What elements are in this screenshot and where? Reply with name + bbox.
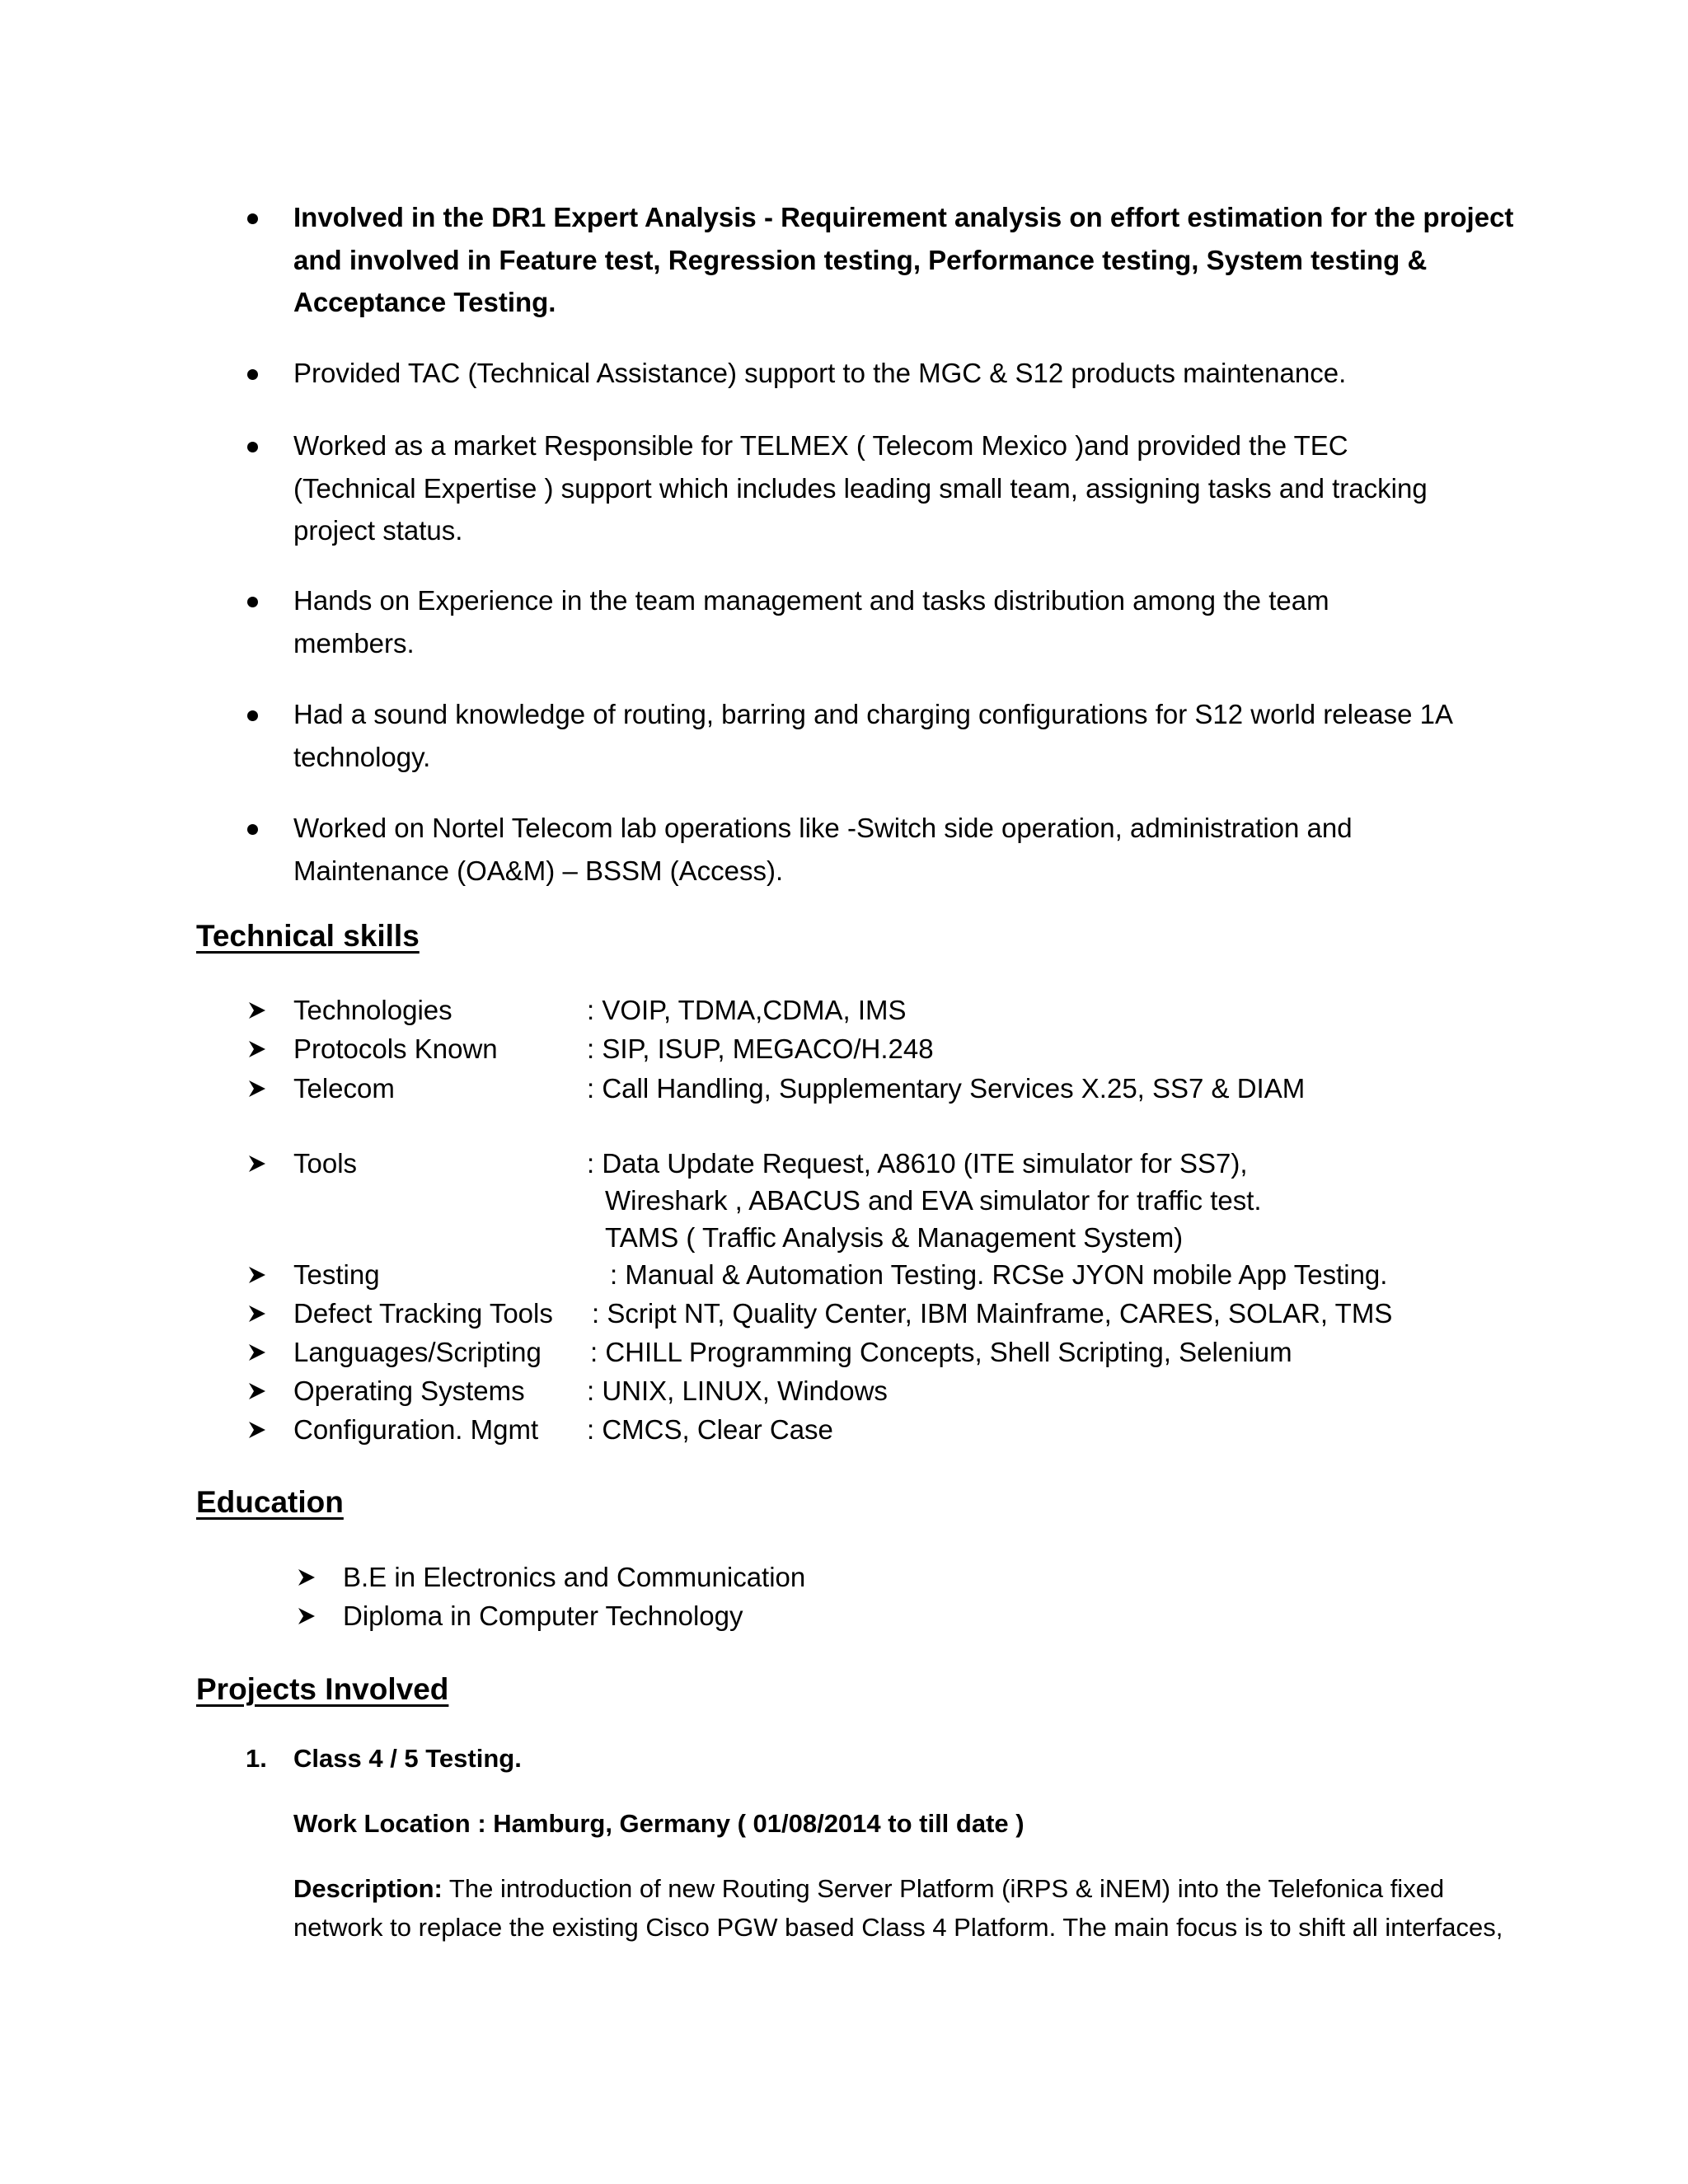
skill-value: : Script NT, Quality Center, IBM Mainframe, CARES, SOLAR, TMS: [592, 1298, 1393, 1329]
education-item: Diploma in Computer Technology: [343, 1601, 743, 1631]
skill-value: : CHILL Programming Concepts, Shell Scripting, Selenium: [590, 1337, 1292, 1367]
project-description-continued: network to replace the existing Cisco PGW based Class 4 Platform. The main focus is to shift all interfaces,: [293, 1913, 1503, 1942]
arrow-bullet-icon: [247, 1039, 267, 1059]
bullet-line: Hands on Experience in the team management and tasks distribution among the team: [293, 585, 1329, 616]
skill-label: Protocols Known: [293, 1033, 498, 1064]
bullet-line: members.: [293, 628, 415, 658]
skill-label: Defect Tracking Tools: [293, 1298, 553, 1329]
description-text: The introduction of new Routing Server Platform (iRPS & iNEM) into the Telefonica fixed: [442, 1874, 1445, 1903]
bullet-icon: [247, 442, 258, 452]
bullet-icon: [247, 710, 258, 721]
skill-value: : Data Update Request, A8610 (ITE simulator for SS7),: [587, 1148, 1248, 1179]
bullet-icon: [247, 597, 258, 607]
arrow-bullet-icon: [247, 1420, 267, 1440]
skill-value-continued: TAMS ( Traffic Analysis & Management System): [605, 1222, 1184, 1253]
bullet-line: and involved in Feature test, Regression testing, Performance testing, System testing &: [293, 245, 1428, 275]
skill-label: Testing: [293, 1259, 380, 1290]
bullet-line: Had a sound knowledge of routing, barring and charging configurations for S12 world release 1A: [293, 699, 1454, 729]
arrow-bullet-icon: [247, 1304, 267, 1324]
project-title: Class 4 / 5 Testing.: [293, 1744, 522, 1773]
skill-label: Languages/Scripting: [293, 1337, 542, 1367]
skill-value: : UNIX, LINUX, Windows: [587, 1376, 888, 1406]
skill-value: : VOIP, TDMA,CDMA, IMS: [587, 995, 907, 1025]
bullet-line: Involved in the DR1 Expert Analysis - Requirement analysis on effort estimation for the project: [293, 202, 1514, 232]
skill-label: Operating Systems: [293, 1376, 525, 1406]
arrow-bullet-icon: [297, 1568, 316, 1587]
arrow-bullet-icon: [247, 1381, 267, 1401]
arrow-bullet-icon: [247, 1265, 267, 1285]
skill-value: : CMCS, Clear Case: [587, 1414, 833, 1445]
bullet-line: Maintenance (OA&M) – BSSM (Access).: [293, 855, 784, 886]
bullet-icon: [247, 369, 258, 380]
skill-value-continued: Wireshark , ABACUS and EVA simulator for traffic test.: [605, 1185, 1262, 1216]
education-item: B.E in Electronics and Communication: [343, 1562, 806, 1592]
skill-value: : Manual & Automation Testing. RCSe JYON mobile App Testing.: [610, 1259, 1388, 1290]
project-description: [293, 1869, 1444, 1909]
arrow-bullet-icon: [247, 1154, 267, 1174]
skill-label: Telecom: [293, 1073, 395, 1104]
bullet-icon: [247, 824, 258, 835]
bullet-line: project status.: [293, 515, 463, 546]
arrow-bullet-icon: [247, 1079, 267, 1099]
bullet-line: Worked as a market Responsible for TELMEX ( Telecom Mexico )and provided the TEC: [293, 430, 1348, 461]
skill-value: : Call Handling, Supplementary Services X.25, SS7 & DIAM: [587, 1073, 1306, 1104]
project-number: 1.: [246, 1744, 267, 1773]
bullet-icon: [247, 213, 258, 224]
bullet-line: Acceptance Testing.: [293, 287, 556, 317]
bullet-line: Provided TAC (Technical Assistance) support to the MGC & S12 products maintenance.: [293, 358, 1347, 388]
skill-label: Technologies: [293, 995, 452, 1025]
projects-heading: Projects Involved: [196, 1672, 449, 1706]
skill-label: Tools: [293, 1148, 358, 1179]
bullet-line: (Technical Expertise ) support which includes leading small team, assigning tasks and tracking: [293, 473, 1428, 504]
skill-label: Configuration. Mgmt: [293, 1414, 539, 1445]
bullet-line: technology.: [293, 742, 431, 772]
description-label: Description:: [293, 1874, 443, 1903]
project-work-location: Work Location : Hamburg, Germany ( 01/08/2014 to till date ): [293, 1809, 1025, 1838]
arrow-bullet-icon: [297, 1606, 316, 1626]
skill-value: : SIP, ISUP, MEGACO/H.248: [587, 1033, 934, 1064]
arrow-bullet-icon: [247, 1001, 267, 1020]
education-heading: Education: [196, 1485, 344, 1519]
arrow-bullet-icon: [247, 1343, 267, 1362]
technical-skills-heading: Technical skills: [196, 919, 420, 953]
bullet-line: Worked on Nortel Telecom lab operations like -Switch side operation, administration and: [293, 813, 1353, 843]
